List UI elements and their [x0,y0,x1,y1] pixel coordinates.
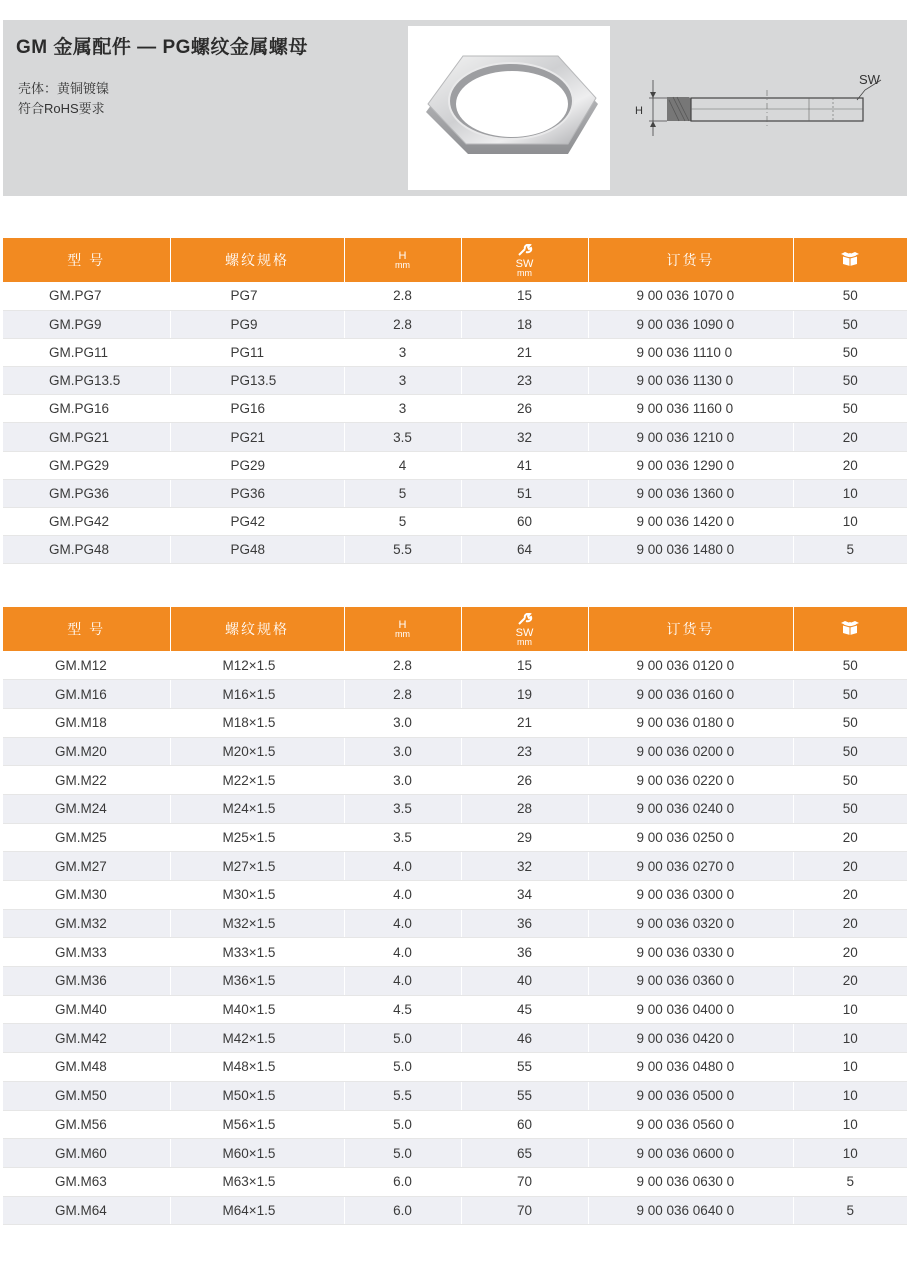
cell-thread: PG7 [170,282,344,310]
cell-thread: M64×1.5 [170,1196,344,1225]
cell-order: 9 00 036 1290 0 [588,451,793,479]
cell-thread: PG36 [170,479,344,507]
cell-sw: 70 [461,1167,588,1196]
cell-thread: PG48 [170,536,344,564]
cell-order: 9 00 036 1360 0 [588,479,793,507]
cell-order: 9 00 036 0600 0 [588,1139,793,1168]
cell-h: 3 [344,395,461,423]
wrench-icon [517,244,533,256]
page-title: GM 金属配件 — PG螺纹金属螺母 [16,37,308,58]
cell-order: 9 00 036 1090 0 [588,310,793,338]
table-row [3,1110,907,1139]
cell-pack: 20 [793,451,907,479]
cell-model: GM.M40 [3,995,170,1024]
cell-pack: 10 [793,508,907,536]
cell-h: 4.5 [344,995,461,1024]
col-sw-label: SW [515,627,534,639]
cell-model: GM.M16 [3,680,170,709]
cell-h: 3.5 [344,423,461,451]
table-row [3,967,907,996]
cell-model: GM.M56 [3,1110,170,1139]
cell-h: 5 [344,508,461,536]
cell-order: 9 00 036 0220 0 [588,766,793,795]
table-row [3,881,907,910]
cell-model: GM.PG42 [3,508,170,536]
m-table-body [3,651,907,1225]
cell-h: 2.8 [344,310,461,338]
cell-pack: 20 [793,967,907,996]
cell-order: 9 00 036 0560 0 [588,1110,793,1139]
table-row [3,1024,907,1053]
cell-sw: 46 [461,1024,588,1053]
cell-pack: 50 [793,766,907,795]
hex-nut-image [408,26,610,190]
cell-model: GM.M22 [3,766,170,795]
cell-sw: 15 [461,282,588,310]
cell-h: 6.0 [344,1196,461,1225]
cell-pack: 20 [793,909,907,938]
cell-h: 6.0 [344,1167,461,1196]
table-row [3,479,907,507]
cell-thread: M36×1.5 [170,967,344,996]
cell-model: GM.M32 [3,909,170,938]
cell-pack: 50 [793,737,907,766]
cell-thread: M48×1.5 [170,1053,344,1082]
sw-dimension-label: SW [859,72,880,87]
dimension-drawing [629,60,899,150]
cell-h: 4.0 [344,881,461,910]
table-row [3,423,907,451]
cell-pack: 50 [793,680,907,709]
cell-pack: 10 [793,995,907,1024]
cell-pack: 10 [793,1024,907,1053]
table-row [3,367,907,395]
table-row [3,1139,907,1168]
col-h [344,607,461,651]
cell-thread: PG13.5 [170,367,344,395]
cell-h: 3.5 [344,823,461,852]
col-h-unit: mm [395,629,410,639]
col-h-label: H [398,250,407,262]
cell-h: 3.0 [344,737,461,766]
cell-model: GM.PG7 [3,282,170,310]
cell-order: 9 00 036 0320 0 [588,909,793,938]
cell-sw: 29 [461,823,588,852]
col-sw [461,238,588,282]
table-header-row [3,607,907,651]
cell-model: GM.M60 [3,1139,170,1168]
cell-thread: M20×1.5 [170,737,344,766]
col-order: 订货号 [588,607,793,651]
cell-h: 3 [344,367,461,395]
cell-thread: M56×1.5 [170,1110,344,1139]
cell-order: 9 00 036 0360 0 [588,967,793,996]
cell-order: 9 00 036 0500 0 [588,1081,793,1110]
cell-pack: 10 [793,1139,907,1168]
table-row [3,1053,907,1082]
cell-pack: 50 [793,338,907,366]
cell-h: 5.5 [344,536,461,564]
cell-h: 2.8 [344,651,461,680]
cell-pack: 20 [793,423,907,451]
table-row [3,680,907,709]
table-header-row [3,238,907,282]
cell-thread: M30×1.5 [170,881,344,910]
cell-sw: 23 [461,367,588,395]
cell-thread: M63×1.5 [170,1167,344,1196]
cell-h: 4.0 [344,967,461,996]
cell-thread: M24×1.5 [170,794,344,823]
cell-order: 9 00 036 0400 0 [588,995,793,1024]
cell-h: 5.0 [344,1024,461,1053]
table-row [3,852,907,881]
h-dimension-label: H [635,105,643,117]
cell-model: GM.PG16 [3,395,170,423]
box-icon [841,251,859,267]
cell-thread: M33×1.5 [170,938,344,967]
m-nut-table [3,607,907,1225]
cell-sw: 26 [461,395,588,423]
cell-pack: 5 [793,1167,907,1196]
cell-sw: 45 [461,995,588,1024]
col-thread: 螺纹规格 [170,607,344,651]
col-h-unit: mm [395,260,410,270]
table-row [3,766,907,795]
cell-sw: 55 [461,1053,588,1082]
cell-pack: 50 [793,708,907,737]
cell-sw: 36 [461,938,588,967]
cell-sw: 18 [461,310,588,338]
cell-pack: 20 [793,881,907,910]
cell-sw: 19 [461,680,588,709]
cell-model: GM.M30 [3,881,170,910]
table-row [3,282,907,310]
cell-pack: 5 [793,1196,907,1225]
col-thread: 螺纹规格 [170,238,344,282]
cell-pack: 5 [793,536,907,564]
cell-model: GM.PG29 [3,451,170,479]
box-icon [841,620,859,636]
cell-order: 9 00 036 0640 0 [588,1196,793,1225]
table-row [3,1196,907,1225]
cell-h: 4.0 [344,909,461,938]
cell-order: 9 00 036 0330 0 [588,938,793,967]
table-row [3,823,907,852]
cell-model: GM.M63 [3,1167,170,1196]
cell-pack: 20 [793,938,907,967]
spec-material: 壳体：黄铜镀镍 [18,81,110,96]
cell-model: GM.M20 [3,737,170,766]
cell-order: 9 00 036 1480 0 [588,536,793,564]
cell-order: 9 00 036 1210 0 [588,423,793,451]
cell-sw: 21 [461,338,588,366]
cell-pack: 50 [793,395,907,423]
cell-thread: M42×1.5 [170,1024,344,1053]
cell-h: 3 [344,338,461,366]
cell-model: GM.PG13.5 [3,367,170,395]
cell-sw: 65 [461,1139,588,1168]
spec-rohs: 符合RoHS要求 [18,101,105,116]
cell-model: GM.M27 [3,852,170,881]
cell-sw: 40 [461,967,588,996]
cell-sw: 28 [461,794,588,823]
col-sw-unit: mm [517,637,532,647]
cell-pack: 10 [793,1081,907,1110]
table-row [3,708,907,737]
cell-thread: M60×1.5 [170,1139,344,1168]
wrench-icon [517,613,533,625]
cell-thread: M25×1.5 [170,823,344,852]
table-row [3,737,907,766]
table-row [3,338,907,366]
table-row [3,794,907,823]
cell-h: 5.5 [344,1081,461,1110]
cell-sw: 60 [461,1110,588,1139]
cell-model: GM.M42 [3,1024,170,1053]
cell-model: GM.M36 [3,967,170,996]
table-row [3,1167,907,1196]
cell-thread: PG21 [170,423,344,451]
table-row [3,938,907,967]
cell-order: 9 00 036 0270 0 [588,852,793,881]
col-order: 订货号 [588,238,793,282]
cell-pack: 10 [793,1110,907,1139]
cell-model: GM.M64 [3,1196,170,1225]
table-row [3,395,907,423]
cell-sw: 64 [461,536,588,564]
cell-thread: M50×1.5 [170,1081,344,1110]
col-pack [793,607,907,651]
cell-pack: 10 [793,1053,907,1082]
cell-sw: 15 [461,651,588,680]
cell-order: 9 00 036 1070 0 [588,282,793,310]
cell-h: 5.0 [344,1110,461,1139]
cell-model: GM.M48 [3,1053,170,1082]
cell-h: 3.5 [344,794,461,823]
pg-table-body [3,282,907,564]
cell-order: 9 00 036 0160 0 [588,680,793,709]
cell-h: 5.0 [344,1053,461,1082]
cell-h: 5 [344,479,461,507]
cell-thread: M27×1.5 [170,852,344,881]
cell-pack: 50 [793,310,907,338]
cell-sw: 34 [461,881,588,910]
cell-order: 9 00 036 1160 0 [588,395,793,423]
table-row [3,651,907,680]
product-photo [408,26,610,190]
table-row [3,1081,907,1110]
cell-thread: PG42 [170,508,344,536]
table-row [3,310,907,338]
cell-order: 9 00 036 0250 0 [588,823,793,852]
cell-thread: PG11 [170,338,344,366]
cell-h: 3.0 [344,708,461,737]
cell-thread: M32×1.5 [170,909,344,938]
table-row [3,536,907,564]
cell-thread: PG29 [170,451,344,479]
cell-sw: 21 [461,708,588,737]
cell-thread: M22×1.5 [170,766,344,795]
cell-pack: 20 [793,852,907,881]
cell-model: GM.PG11 [3,338,170,366]
cell-order: 9 00 036 1420 0 [588,508,793,536]
cell-thread: PG9 [170,310,344,338]
cell-pack: 50 [793,282,907,310]
cell-thread: M16×1.5 [170,680,344,709]
cell-sw: 70 [461,1196,588,1225]
table-row [3,451,907,479]
cell-order: 9 00 036 0630 0 [588,1167,793,1196]
cell-sw: 41 [461,451,588,479]
cell-order: 9 00 036 1110 0 [588,338,793,366]
col-pack [793,238,907,282]
col-sw [461,607,588,651]
cell-thread: M40×1.5 [170,995,344,1024]
cell-thread: M12×1.5 [170,651,344,680]
cell-sw: 26 [461,766,588,795]
cell-pack: 50 [793,367,907,395]
cell-model: GM.PG9 [3,310,170,338]
cell-pack: 50 [793,794,907,823]
product-header [3,20,907,196]
cell-h: 4.0 [344,938,461,967]
cell-order: 9 00 036 0120 0 [588,651,793,680]
cell-model: GM.PG21 [3,423,170,451]
cell-model: GM.M18 [3,708,170,737]
cell-pack: 50 [793,651,907,680]
cell-pack: 10 [793,479,907,507]
cell-sw: 60 [461,508,588,536]
cell-order: 9 00 036 0300 0 [588,881,793,910]
cell-h: 4.0 [344,852,461,881]
col-h-label: H [398,619,407,631]
cell-sw: 36 [461,909,588,938]
cell-thread: M18×1.5 [170,708,344,737]
cell-h: 3.0 [344,766,461,795]
cell-model: GM.M33 [3,938,170,967]
col-model: 型 号 [3,607,170,651]
col-h [344,238,461,282]
cell-h: 2.8 [344,282,461,310]
cell-h: 5.0 [344,1139,461,1168]
cell-sw: 32 [461,423,588,451]
cell-order: 9 00 036 0420 0 [588,1024,793,1053]
cell-sw: 55 [461,1081,588,1110]
cell-order: 9 00 036 0240 0 [588,794,793,823]
cell-sw: 23 [461,737,588,766]
cell-h: 4 [344,451,461,479]
col-sw-label: SW [515,258,534,270]
cell-model: GM.M12 [3,651,170,680]
col-sw-unit: mm [517,268,532,278]
pg-nut-table [3,238,907,564]
cell-order: 9 00 036 0480 0 [588,1053,793,1082]
cell-sw: 51 [461,479,588,507]
cell-model: GM.M50 [3,1081,170,1110]
cell-sw: 32 [461,852,588,881]
cell-pack: 20 [793,823,907,852]
col-model: 型 号 [3,238,170,282]
cell-order: 9 00 036 0180 0 [588,708,793,737]
table-row [3,909,907,938]
cell-model: GM.PG36 [3,479,170,507]
cell-model: GM.M25 [3,823,170,852]
cell-model: GM.M24 [3,794,170,823]
cell-h: 2.8 [344,680,461,709]
cell-thread: PG16 [170,395,344,423]
cell-model: GM.PG48 [3,536,170,564]
table-row [3,508,907,536]
cell-order: 9 00 036 1130 0 [588,367,793,395]
cell-order: 9 00 036 0200 0 [588,737,793,766]
table-row [3,995,907,1024]
